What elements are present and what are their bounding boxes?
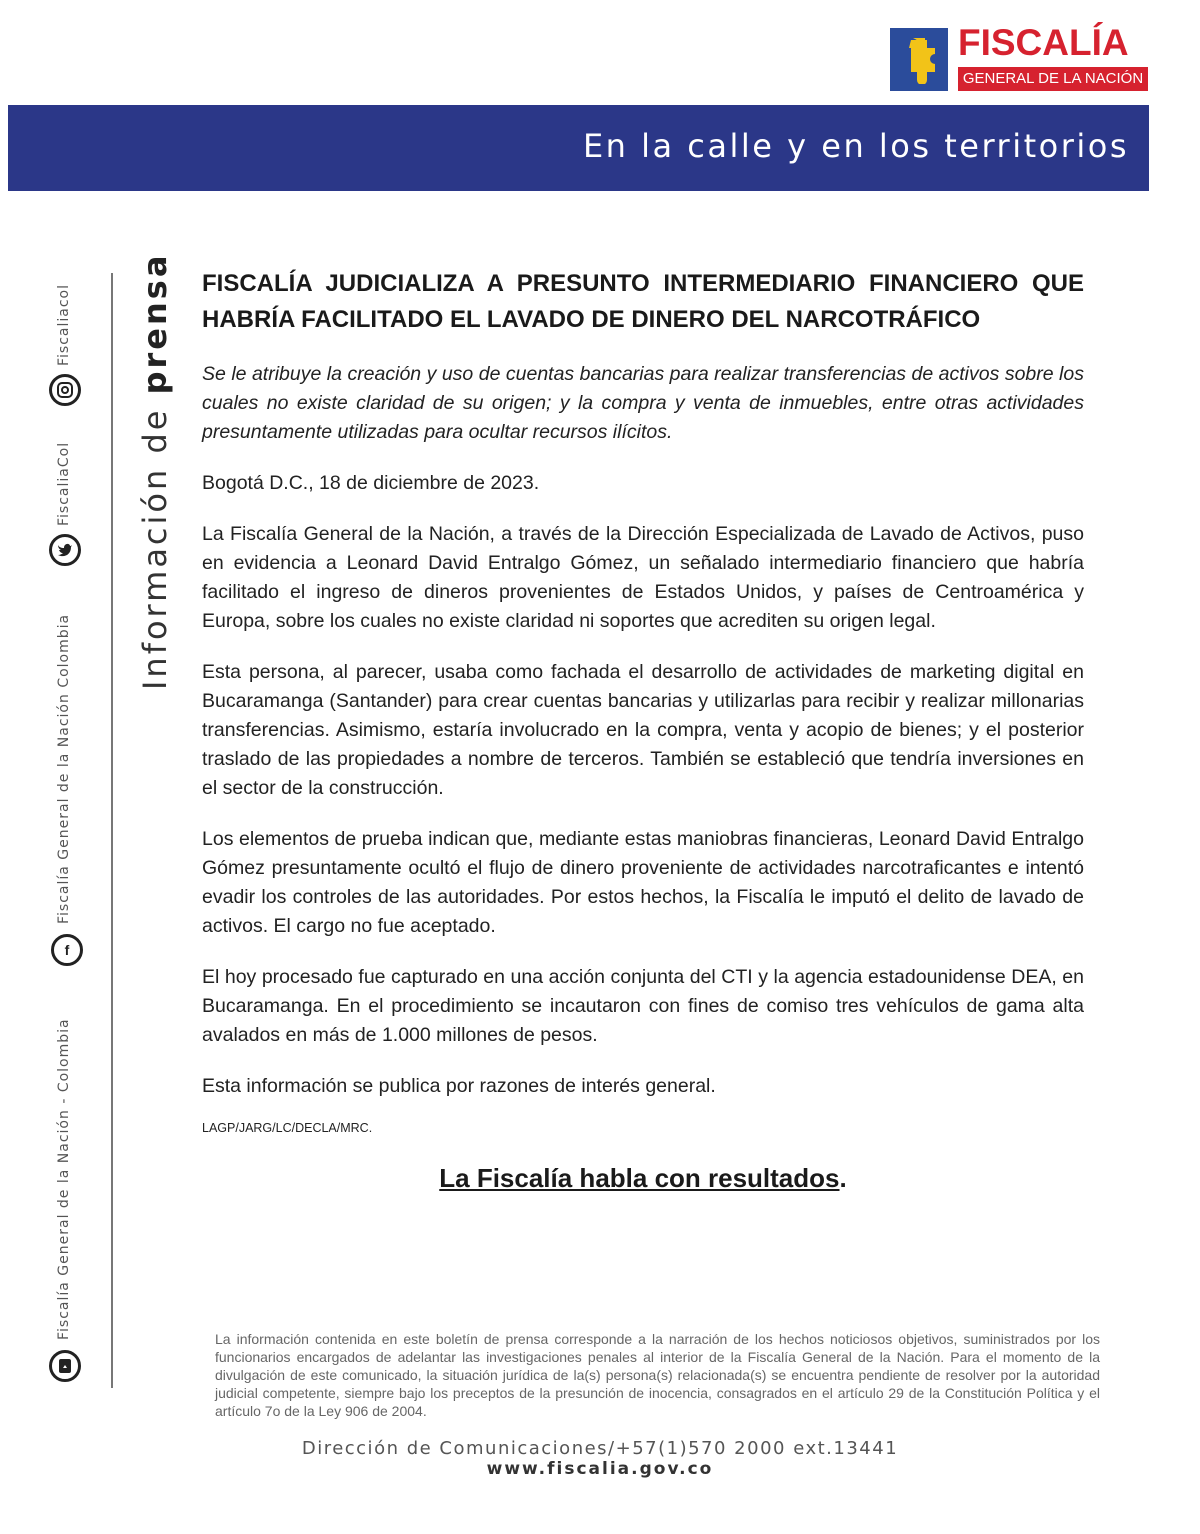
twitter-icon[interactable]: [49, 534, 81, 566]
slogan-text: La Fiscalía habla con resultados: [439, 1163, 840, 1193]
press-release-body: [202, 266, 1084, 1194]
paragraph: Esta persona, al parecer, usaba como fachada el desarrollo de actividades de marketing digital en Bucaramanga (Santander) para crear cuentas bancarias y utilizarlas para recibir y realizar millonarias transferencias. Asimismo, estaría involucrado en la compra, venta y acopio de bienes; y el posterior traslado de las propiedades a nombre de terceros. También se estableció que tendría inversiones en el sector de la construcción.: [202, 661, 1084, 799]
facebook-handle[interactable]: Fiscalía General de la Nación Colombia: [56, 613, 72, 924]
sidebar-divider: [111, 273, 113, 1388]
paragraph: Los elementos de prueba indican que, mediante estas maniobras financieras, Leonard David Entralgo Gómez presuntamente ocultó el flujo de dinero proveniente de actividades narcotraficantes e intentó evadir los controles de las autoridades. Por estos hechos, la Fiscalía le imputó el delito de lavado de activos. El cargo no fue aceptado.: [202, 828, 1084, 937]
youtube-icon[interactable]: [49, 1350, 81, 1382]
facebook-icon[interactable]: f: [51, 934, 83, 966]
dateline: Bogotá D.C., 18 de diciembre de 2023.: [202, 472, 540, 494]
section-label: [136, 253, 174, 690]
logo-box: [890, 28, 948, 91]
lead-summary: Se le atribuye la creación y uso de cuentas bancarias para realizar transferencias de activos sobre los cuales no existe claridad de su origen; y la compra y venta de inmuebles, entre otras actividades presuntamente utilizadas para ocultar recursos ilícitos.: [202, 363, 1084, 443]
logo-title: FISCALÍA: [958, 22, 1129, 63]
closing-slogan: [202, 1163, 1084, 1194]
footer-contact: [0, 1438, 1200, 1479]
youtube-handle[interactable]: Fiscalía General de la Nación - Colombia: [56, 1018, 72, 1340]
logo-subtitle: GENERAL DE LA NACIÓN: [958, 67, 1148, 91]
reference-initials: LAGP/JARG/LC/DECLA/MRC.: [202, 1121, 373, 1135]
header-banner: [8, 105, 1149, 191]
slogan-period: .: [839, 1163, 847, 1193]
paragraph: Esta información se publica por razones de interés general.: [202, 1075, 716, 1097]
contact-info: Dirección de Comunicaciones/+57(1)570 2000 ext.13441: [301, 1438, 899, 1459]
fiscalia-logo: [890, 22, 1150, 92]
section-label-light: Información de: [136, 394, 174, 690]
twitter-handle[interactable]: FiscaliaCol: [56, 441, 72, 526]
instagram-handle[interactable]: Fiscaliacol: [56, 283, 72, 366]
website-link[interactable]: www.fiscalia.gov.co: [486, 1459, 714, 1479]
paragraph: La Fiscalía General de la Nación, a través de la Dirección Especializada de Lavado de Activos, puso en evidencia a Leonard David Entralgo Gómez, un señalado intermediario financiero que habría facilitado el ingreso de dineros provenientes de Estados Unidos, y países de Centroamérica y Europa, sobre los cuales no existe claridad ni soportes que acrediten su origen legal.: [202, 523, 1084, 632]
banner-slogan: En la calle y en los territorios: [582, 127, 1129, 165]
headline: FISCALÍA JUDICIALIZA A PRESUNTO INTERMEDIARIO FINANCIERO QUE HABRÍA FACILITADO EL LAVADO DE DINERO DEL NARCOTRÁFICO: [202, 270, 1084, 333]
section-label-bold: prensa: [136, 252, 174, 395]
paragraph: El hoy procesado fue capturado en una acción conjunta del CTI y la agencia estadounidense DEA, en Bucaramanga. En el procedimiento se incautaron con fines de comiso tres vehículos de gama alta avalados en más de 1.000 millones de pesos.: [202, 966, 1084, 1046]
instagram-icon[interactable]: [49, 374, 81, 406]
legal-disclaimer: La información contenida en este boletín de prensa corresponde a la narración de los hechos noticiosos objetivos, suministrados por los funcionarios encargados de adelantar las investigaciones penales al interior de la Fiscalía General de la Nación. Para el momento de la divulgación de este comunicado, la situación jurídica de la(s) persona(s) relacionada(s) se encuentra pendiente de resolver por la autoridad judicial competente, siempre bajo los preceptos de la presunción de inocencia, consagrados en el artículo 29 de la Constitución Política y el artículo 7o de la Ley 906 de 2004.: [215, 1331, 1100, 1419]
puzzle-piece-icon: [899, 36, 939, 84]
